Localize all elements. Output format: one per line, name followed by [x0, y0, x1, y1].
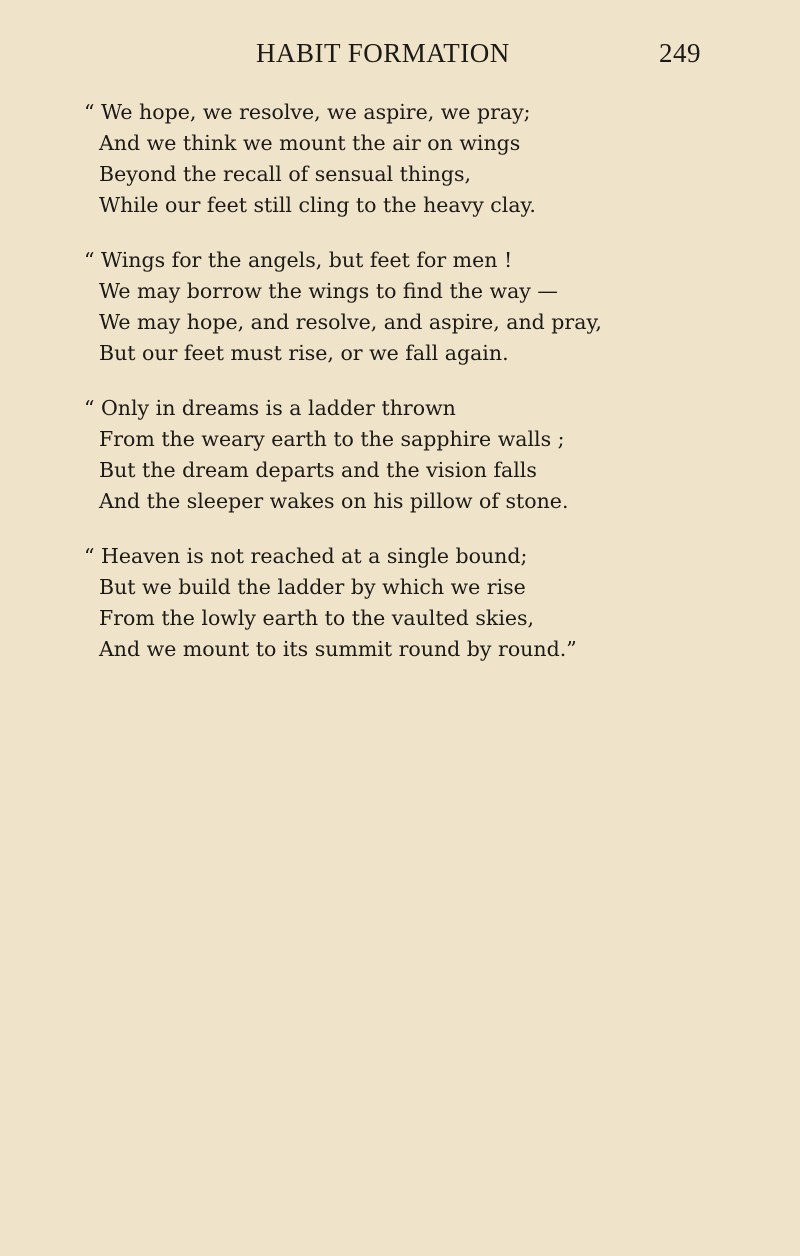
poem-line: And we think we mount the air on wings — [99, 131, 521, 155]
running-title: HABIT FORMATION — [256, 38, 510, 68]
poem-line: “ We hope, we resolve, we aspire, we pray; — [84, 100, 531, 124]
running-header — [256, 38, 701, 78]
stanza-1 — [84, 97, 784, 221]
poem-line: “ Heaven is not reached at a single bound; — [84, 544, 528, 568]
poem-line: We may hope, and resolve, and aspire, and pray, — [99, 310, 602, 334]
poem-line: Beyond the recall of sensual things, — [99, 162, 471, 186]
stanza-2 — [84, 245, 784, 369]
poem-line: And we mount to its summit round by round.” — [99, 637, 577, 661]
poem-line: While our feet still cling to the heavy clay. — [99, 193, 536, 217]
poem — [84, 97, 784, 689]
poem-line: “ Wings for the angels, but feet for men ! — [84, 248, 513, 272]
stanza-3 — [84, 393, 784, 517]
poem-line: From the weary earth to the sapphire walls ; — [99, 427, 565, 451]
poem-line: “ Only in dreams is a ladder thrown — [84, 396, 456, 420]
poem-line: We may borrow the wings to find the way — — [99, 279, 558, 303]
stanza-4 — [84, 541, 784, 665]
poem-line: And the sleeper wakes on his pillow of stone. — [99, 489, 569, 513]
page-number: 249 — [659, 38, 701, 68]
poem-line: From the lowly earth to the vaulted skies, — [99, 606, 535, 630]
poem-line: But our feet must rise, or we fall again. — [99, 341, 509, 365]
poem-line: But we build the ladder by which we rise — [99, 575, 526, 599]
poem-line: But the dream departs and the vision falls — [99, 458, 537, 482]
